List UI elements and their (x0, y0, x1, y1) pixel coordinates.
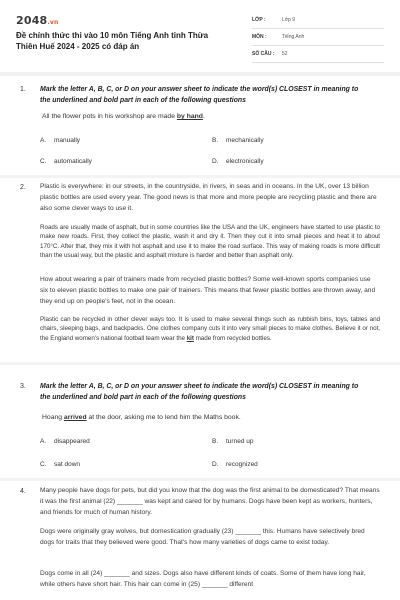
meta-row-count (252, 46, 384, 63)
underlined-key-word: kit (186, 334, 194, 342)
passage-paragraph: Roads are usually made of asphalt, but in some countries like the USA and the UK, engineers have started to use plastic to make new roads. First, they collect the plastic, wash it and dry it. Then they cut it into small pieces and heat it to about 170°C. After that, they mix it with hot asphalt and use it to make the road surface. This way of making roads is more difficult than the usual way, but the plastic and asphalt mixture is harder and better than asphalt only. (40, 224, 380, 260)
header-divider (0, 72, 400, 76)
meta-value: Tiếng Anh (282, 34, 305, 40)
document-title: Đề chính thức thi vào 10 môn Tiếng Anh tỉnh Thừa Thiên Huế 2024 - 2025 có đáp án (16, 31, 209, 51)
passage-paragraph: How about wearing a pair of trainers made from recycled plastic bottles? Some well-known sports companies use six to eleven plastic bottles to make one pair of trainers. This means that fewer plastic bottles are thrown away, and they end up on people's feet, not in the ocean. (40, 276, 376, 305)
meta-key: SỐ CÂU : (252, 51, 275, 57)
passage-paragraph: Plastic is everywhere: in our streets, in the countryside, in rivers, in seas and in oceans. In the UK, over 13 billion plastic bottles are used every year. The good news is that more and more people are recycling plastic and there are also some clever ways to use it. (40, 183, 377, 212)
question-divider (0, 175, 400, 178)
meta-key: MÔN : (252, 34, 267, 40)
underlined-key-phrase: arrived (63, 414, 87, 421)
answer-option-b[interactable]: B. mechanically (212, 137, 264, 144)
question-instruction: Mark the letter A, B, C, or D on your answer sheet to indicate the word(s) CLOSEST in meaning to the underlined and bold part in each of the following questions (40, 383, 359, 401)
question-sentence: All the flower pots in his workshop are made by hand. (42, 113, 205, 120)
passage-paragraph: Plastic can be recycled in other clever ways too. It is used to make several things such as rubbish bins, toys, tables and chairs, sleeping bags, and backpacks. One clothes company cuts it into very small pieces to make clothes. Believe it or not, the England women's national football team wear the kit made from recycled bottles. (40, 316, 380, 342)
answer-option-d[interactable]: D. electronically (212, 158, 264, 165)
document-meta (252, 12, 384, 63)
meta-value: 52 (282, 51, 288, 57)
passage-paragraph: Dogs come in all (24) _______ and sizes. Dogs also have different kinds of coats. Some of them have long hair, while others have short hair. This hair can come in (25) _______ different (40, 570, 366, 588)
question-number: 3. (20, 383, 26, 390)
answer-option-c[interactable]: C. sat down (40, 461, 81, 468)
question-divider (0, 478, 400, 481)
page-header (0, 0, 400, 72)
question-instruction: Mark the letter A, B, C, or D on your answer sheet to indicate the word(s) CLOSEST in meaning to the underlined and bold part in each of the following questions (40, 86, 359, 104)
answer-option-a[interactable]: A. disappeared (40, 438, 90, 445)
answer-option-b[interactable]: B. turned up (212, 438, 254, 445)
question-sentence: Hoang arrived at the door, asking me to lend him the Maths book. (42, 414, 241, 421)
passage-paragraph: Dogs were originally gray wolves, but domestication gradually (23) _______ this. Humans have selectively bred dogs for traits that they believed were good. That's how many varieties of dogs came to exist today. (40, 528, 365, 546)
underlined-key-phrase: by hand (176, 113, 203, 120)
answer-option-d[interactable]: D. recognized (212, 461, 258, 468)
answer-option-a[interactable]: A. manually (40, 137, 81, 144)
meta-key: LỚP : (252, 17, 266, 23)
answer-option-c[interactable]: C. automatically (40, 158, 92, 165)
question-number: 1. (20, 86, 26, 93)
passage-paragraph: Many people have dogs for pets, but did you know that the dog was the first animal to be domesticated? That means it was the first animal (22) _______ was kept and cared for by humans. Dogs have been kept as workers, hunters, and friends for much of human history. (40, 487, 380, 516)
site-logo[interactable]: 2048.vn (16, 14, 59, 27)
question-number: 2. (20, 184, 26, 191)
meta-value: Lớp 9 (282, 17, 296, 23)
meta-row-class (252, 12, 384, 29)
meta-row-subject (252, 29, 384, 46)
question-number: 4. (20, 488, 26, 495)
question-divider (0, 362, 400, 365)
